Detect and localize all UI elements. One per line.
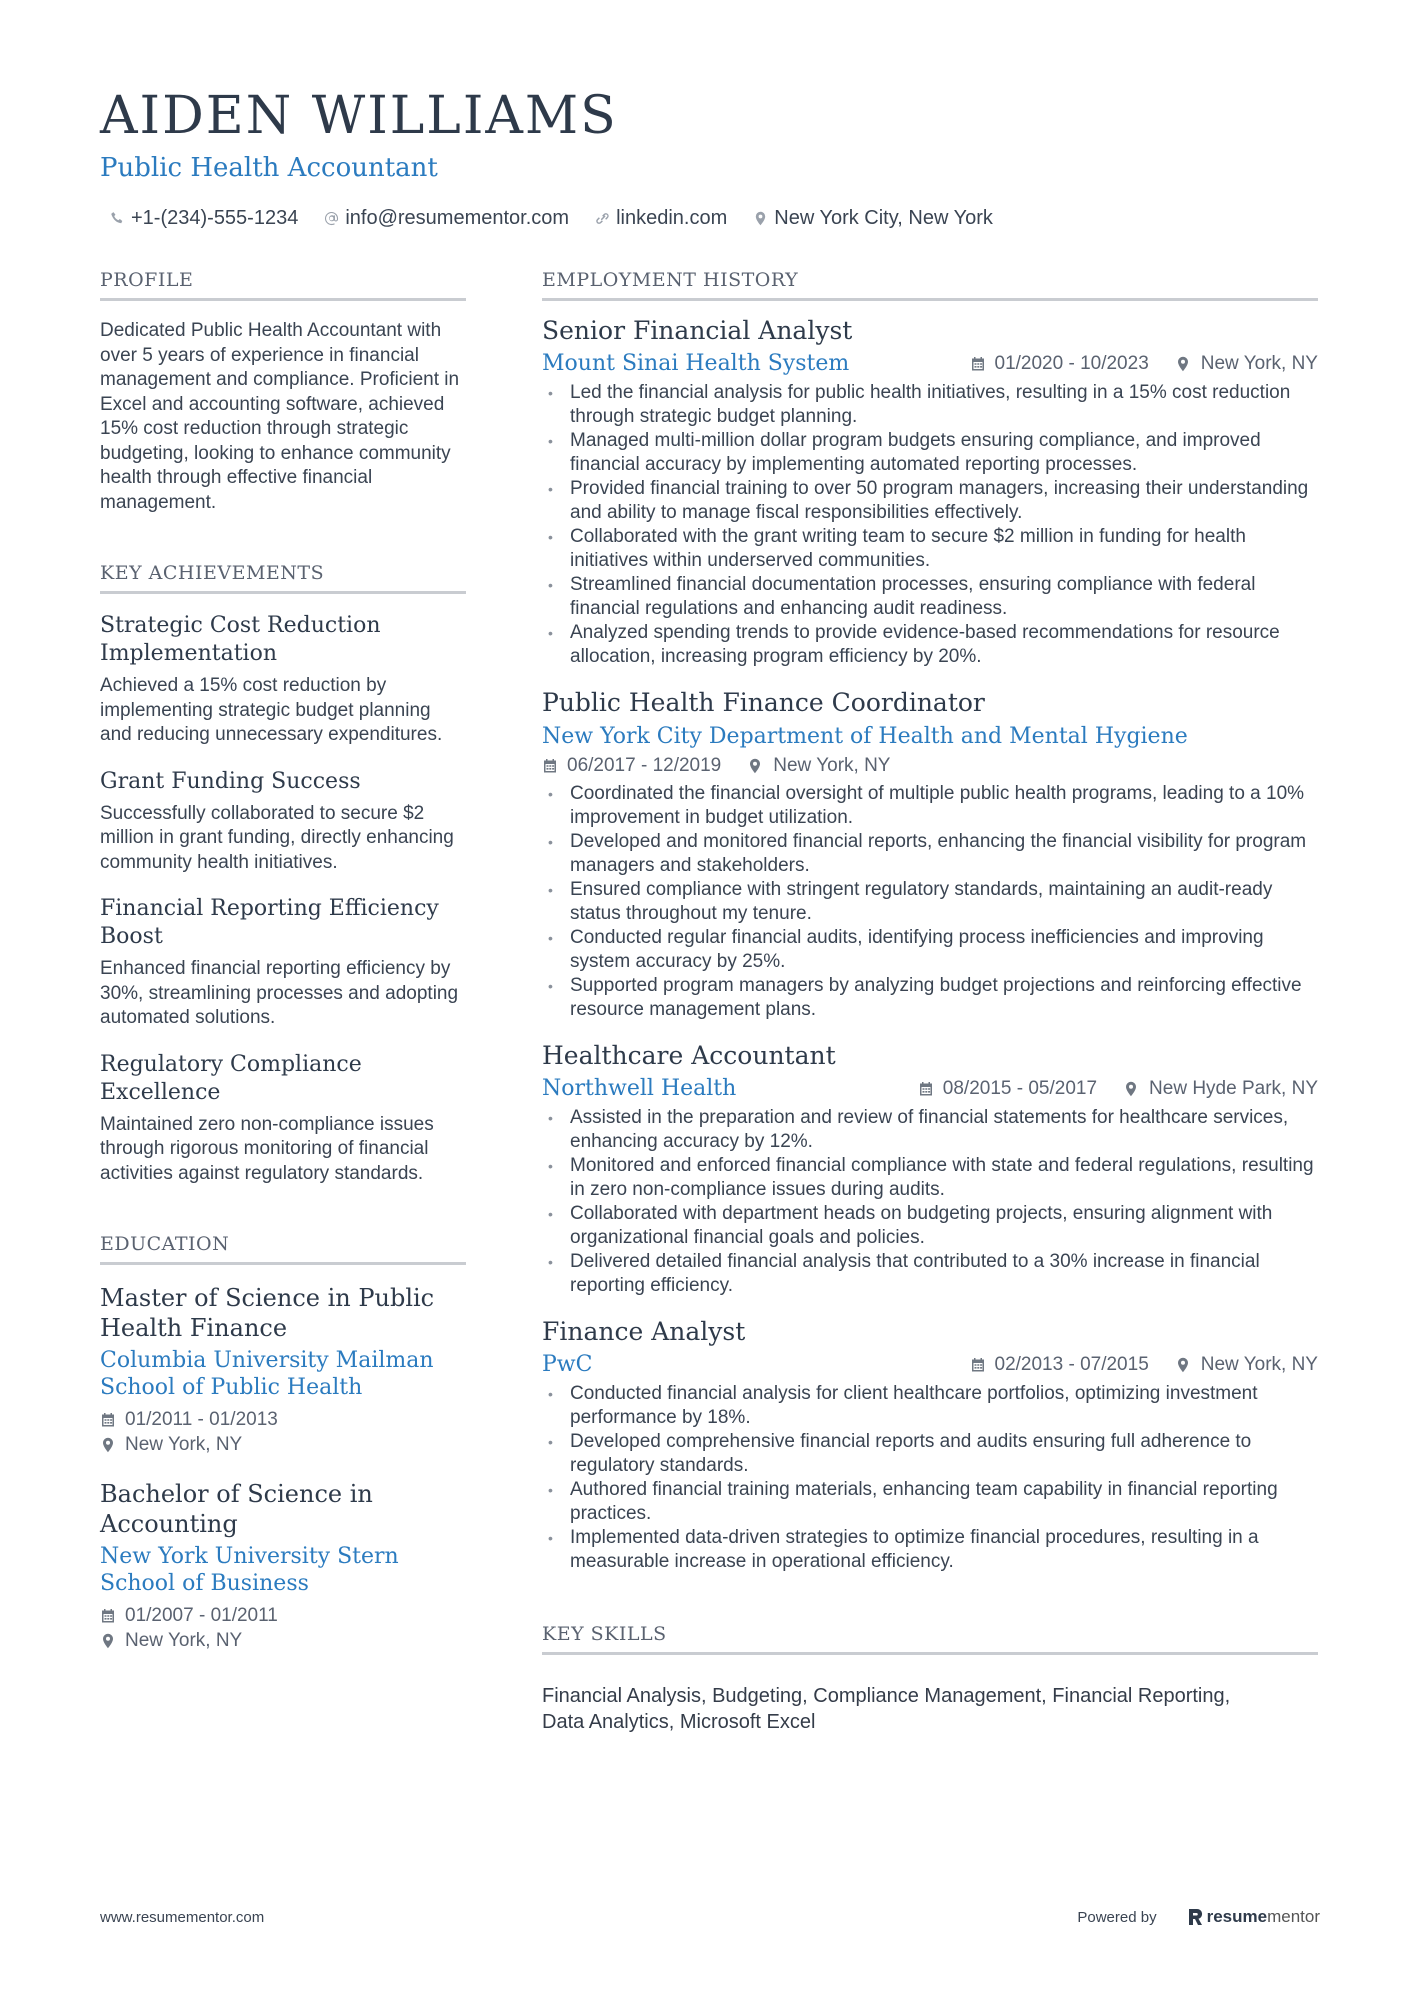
- calendar-icon: [542, 758, 558, 774]
- profile-section: [100, 268, 466, 515]
- profile-text: Dedicated Public Health Accountant with over 5 years of experience in financial management and compliance. Proficient in Excel and accounting software, achieved 15% cost reduction through strategic budgeting, looking to enhance community health through effective financial management.: [100, 320, 460, 513]
- contact-email-text: info@resumementor.com: [345, 207, 570, 229]
- achievement-title: Regulatory Compliance Excellence: [100, 1051, 362, 1105]
- achievement-item: [100, 768, 466, 876]
- job-bullet: • Led the financial analysis for public health initiatives, resulting in a 15% cost reduction through strategic budget planning.: [542, 381, 1318, 429]
- job-header-line: [542, 1351, 1318, 1379]
- job-bullet: • Collaborated with the grant writing team to secure $2 million in funding for health initiatives within underserved communities.: [542, 525, 1318, 573]
- achievement-item: [100, 612, 466, 748]
- education-location-text: New York, NY: [125, 1434, 243, 1455]
- achievements-section: [100, 561, 466, 1186]
- employment-heading: EMPLOYMENT HISTORY: [542, 268, 1318, 301]
- footer-url[interactable]: www.resumementor.com: [100, 1908, 265, 1926]
- job-bullet: • Conducted regular financial audits, identifying process inefficiencies and improving system accuracy by 25%.: [542, 926, 1318, 974]
- calendar-icon: [100, 1608, 116, 1624]
- resume-header: [100, 86, 1320, 232]
- job-bullet: • Supported program managers by analyzing budget projections and reinforcing effective resource management plans.: [542, 974, 1318, 1022]
- job-dates-text: 01/2020 - 10/2023: [994, 353, 1149, 374]
- job-meta: [542, 753, 1318, 779]
- job-location: [1175, 1352, 1318, 1378]
- candidate-name: AIDEN WILLIAMS: [100, 86, 618, 146]
- location-icon: [1123, 1081, 1139, 1097]
- left-column: [100, 268, 466, 1653]
- contact-phone-text: +1-(234)-555-1234: [131, 207, 299, 229]
- powered-by-label: Powered by: [1077, 1908, 1157, 1926]
- achievement-text: Achieved a 15% cost reduction by implementing strategic budget planning and reducing unnecessary expenditures.: [100, 675, 443, 745]
- skills-heading: KEY SKILLS: [542, 1622, 1318, 1655]
- job-location: [1175, 351, 1318, 377]
- candidate-role: Public Health Accountant: [100, 153, 438, 183]
- job-dates: [970, 351, 1149, 377]
- contact-linkedin-text: linkedin.com: [616, 207, 728, 229]
- job-dates: [970, 1352, 1149, 1378]
- brand-name-light: mentor: [1267, 1907, 1320, 1926]
- education-location-text: New York, NY: [125, 1630, 243, 1651]
- job-title: Senior Financial Analyst: [542, 316, 853, 345]
- job-meta: [970, 1352, 1318, 1378]
- job-bullet: • Implemented data-driven strategies to optimize financial procedures, resulting in a measurable increase in operational efficiency.: [542, 1526, 1318, 1574]
- job-bullet: • Streamlined financial documentation processes, ensuring compliance with federal financial regulations and enhancing audit readiness.: [542, 573, 1318, 621]
- job-bullet: • Ensured compliance with stringent regulatory standards, maintaining an audit-ready status throughout my tenure.: [542, 878, 1318, 926]
- education-school: Columbia University Mailman School of Public Health: [100, 1348, 434, 1400]
- job-bullet: • Collaborated with department heads on budgeting projects, ensuring alignment with organizational financial goals and policies.: [542, 1202, 1318, 1250]
- education-dates: [100, 1407, 466, 1432]
- skills-section: [542, 1622, 1318, 1735]
- job-entry: [542, 1316, 1318, 1574]
- job-bullet: • Analyzed spending trends to provide evidence-based recommendations for resource allocation, increasing program efficiency by 20%.: [542, 621, 1318, 669]
- job-bullet: • Assisted in the preparation and review of financial statements for healthcare services, enhancing accuracy by 12%.: [542, 1106, 1318, 1154]
- job-company: PwC: [542, 1352, 593, 1377]
- job-bullet: • Coordinated the financial oversight of multiple public health programs, leading to a 10% improvement in budget utilization.: [542, 782, 1318, 830]
- job-location-text: New York, NY: [773, 755, 891, 776]
- achievement-item: [100, 1051, 466, 1187]
- job-header-line: [542, 1075, 1318, 1103]
- education-item: [100, 1283, 466, 1457]
- calendar-icon: [970, 356, 986, 372]
- job-bullets: [542, 381, 1318, 669]
- location-icon: [747, 758, 763, 774]
- job-bullet: • Developed and monitored financial reports, enhancing the financial visibility for program managers and stakeholders.: [542, 830, 1318, 878]
- job-bullets: [542, 1382, 1318, 1574]
- job-meta: [918, 1076, 1318, 1102]
- job-location: [747, 753, 890, 779]
- contact-bar: [100, 204, 1320, 232]
- job-dates-text: 06/2017 - 12/2019: [567, 755, 722, 776]
- brand-name-bold: resume: [1206, 1907, 1268, 1926]
- brand-logo[interactable]: [1187, 1907, 1320, 1927]
- job-bullet: • Developed comprehensive financial reports and audits ensuring full adherence to regulatory standards.: [542, 1430, 1318, 1478]
- at-icon: [324, 211, 339, 226]
- job-company: New York City Department of Health and Mental Hygiene: [542, 724, 1188, 749]
- job-company: Northwell Health: [542, 1076, 737, 1101]
- link-icon: [595, 211, 610, 226]
- calendar-icon: [918, 1081, 934, 1097]
- page-footer: [100, 1907, 1320, 1927]
- job-location-text: New Hyde Park, NY: [1149, 1078, 1318, 1099]
- job-entry: [542, 315, 1318, 669]
- skills-text: Financial Analysis, Budgeting, Compliance Management, Financial Reporting, Data Analytics, Microsoft Excel: [542, 1685, 1231, 1733]
- location-icon: [1175, 1357, 1191, 1373]
- location-icon: [753, 211, 768, 226]
- job-dates: [918, 1076, 1097, 1102]
- contact-linkedin[interactable]: [595, 204, 727, 232]
- location-icon: [100, 1437, 116, 1453]
- right-column: [542, 268, 1318, 1735]
- job-location-text: New York, NY: [1200, 1354, 1318, 1375]
- education-degree: Bachelor of Science in Accounting: [100, 1480, 373, 1538]
- phone-icon: [110, 211, 125, 226]
- job-title: Finance Analyst: [542, 1317, 746, 1346]
- job-dates-text: 08/2015 - 05/2017: [942, 1078, 1098, 1099]
- job-title: Healthcare Accountant: [542, 1041, 836, 1070]
- contact-location: [753, 204, 993, 232]
- job-entry: [542, 1040, 1318, 1298]
- education-dates: [100, 1603, 466, 1628]
- job-title: Public Health Finance Coordinator: [542, 688, 985, 717]
- job-bullet: • Authored financial training materials, enhancing team capability in financial reporting practices.: [542, 1478, 1318, 1526]
- profile-heading: PROFILE: [100, 268, 466, 301]
- job-meta: [970, 351, 1318, 377]
- job-entry: [542, 687, 1318, 1022]
- achievement-item: [100, 895, 466, 1031]
- job-bullet: • Delivered detailed financial analysis that contributed to a 30% increase in financial reporting efficiency.: [542, 1250, 1318, 1298]
- education-degree: Master of Science in Public Health Finance: [100, 1284, 435, 1342]
- job-header-line: [542, 350, 1318, 378]
- job-location: [1123, 1076, 1318, 1102]
- achievement-title: Financial Reporting Efficiency Boost: [100, 896, 439, 949]
- job-dates-text: 02/2013 - 07/2015: [994, 1354, 1149, 1375]
- education-section: [100, 1232, 466, 1653]
- footer-brand: [1077, 1907, 1320, 1927]
- achievement-title: Strategic Cost Reduction Implementation: [100, 613, 381, 666]
- achievement-text: Enhanced financial reporting efficiency by 30%, streamlining processes and adopting automated solutions.: [100, 958, 459, 1028]
- contact-location-text: New York City, New York: [774, 207, 993, 229]
- contact-email[interactable]: [324, 204, 569, 232]
- education-dates-text: 01/2007 - 01/2011: [125, 1605, 278, 1626]
- brand-mark-icon: [1187, 1907, 1203, 1927]
- job-bullet: • Managed multi-million dollar program budgets ensuring compliance, and improved financial accuracy by implementing automated reporting processes.: [542, 429, 1318, 477]
- job-bullets: [542, 782, 1318, 1022]
- education-dates-text: 01/2011 - 01/2013: [125, 1409, 278, 1430]
- location-icon: [100, 1633, 116, 1649]
- achievements-heading: KEY ACHIEVEMENTS: [100, 561, 466, 594]
- education-location: [100, 1628, 466, 1653]
- achievement-text: Successfully collaborated to secure $2 million in grant funding, directly enhancing community health initiatives.: [100, 802, 454, 873]
- job-bullet: • Monitored and enforced financial compliance with state and federal regulations, resulting in zero non-compliance issues during audits.: [542, 1154, 1318, 1202]
- calendar-icon: [970, 1357, 986, 1373]
- job-bullet: • Conducted financial analysis for client healthcare portfolios, optimizing investment performance by 18%.: [542, 1382, 1318, 1430]
- location-icon: [1175, 356, 1191, 372]
- achievement-text: Maintained zero non-compliance issues through rigorous monitoring of financial activities against regulatory standards.: [100, 1113, 434, 1184]
- job-location-text: New York, NY: [1200, 353, 1318, 374]
- job-bullets: [542, 1106, 1318, 1298]
- education-item: [100, 1479, 466, 1653]
- calendar-icon: [100, 1412, 116, 1428]
- job-bullet: • Provided financial training to over 50 program managers, increasing their understanding and ability to manage fiscal responsibilities effectively.: [542, 477, 1318, 525]
- education-location: [100, 1432, 466, 1457]
- achievement-title: Grant Funding Success: [100, 768, 361, 794]
- contact-phone: [110, 204, 298, 232]
- education-school: New York University Stern School of Business: [100, 1544, 399, 1596]
- job-dates: [542, 753, 721, 779]
- education-heading: EDUCATION: [100, 1232, 466, 1265]
- job-company: Mount Sinai Health System: [542, 351, 850, 376]
